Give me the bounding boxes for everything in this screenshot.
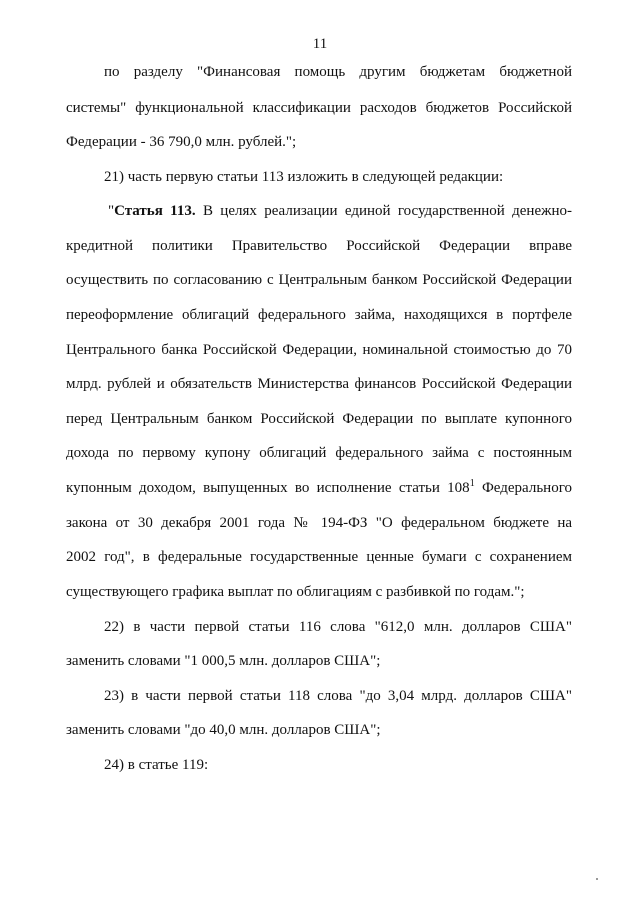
article-line: существующего графика выплат по облигациям с разбивкой по годам."; bbox=[66, 584, 525, 600]
article-line bbox=[66, 479, 572, 497]
open-quote: " bbox=[108, 203, 115, 219]
article-113-first-line bbox=[108, 202, 572, 220]
article-line: 2002 год", в федеральные государственные ценные бумаги с сохранением bbox=[66, 549, 572, 565]
article-line: закона от 30 декабря 2001 года № 194-ФЗ "О федеральном бюджете на bbox=[66, 515, 572, 531]
superscript: 1 bbox=[469, 478, 475, 489]
article-line: кредитной политики Правительство Российской Федерации вправе bbox=[66, 238, 572, 254]
paragraph-line: системы" функциональной классификации расходов бюджетов Российской bbox=[66, 100, 572, 116]
article-line: переоформление облигаций федерального займа, находящихся в портфеле bbox=[66, 307, 572, 323]
article-line: млрд. рублей и обязательств Министерства финансов Российской Федерации bbox=[66, 376, 572, 392]
list-item-23: 23) в части первой статьи 118 слова "до 3,04 млрд. долларов США" bbox=[104, 688, 572, 704]
paragraph-line: Федерации - 36 790,0 млн. рублей."; bbox=[66, 134, 297, 150]
article-text: купонным доходом, выпущенных во исполнение статьи 108 bbox=[66, 480, 470, 496]
list-item-21: 21) часть первую статьи 113 изложить в следующей редакции: bbox=[104, 169, 504, 185]
article-text: В целях реализации единой государственной денежно- bbox=[195, 203, 572, 219]
list-item-22: 22) в части первой статьи 116 слова "612,0 млн. долларов США" bbox=[104, 619, 572, 635]
article-line: дохода по первому купону облигаций федерального займа с постоянным bbox=[66, 445, 572, 461]
list-item-24: 24) в статье 119: bbox=[104, 757, 209, 773]
article-line: осуществить по согласованию с Центральным банком Российской Федерации bbox=[66, 272, 572, 288]
list-item-22-continuation: заменить словами "1 000,5 млн. долларов США"; bbox=[66, 653, 381, 669]
article-heading: Статья 113. bbox=[114, 203, 196, 219]
list-item-23-continuation: заменить словами "до 40,0 млн. долларов США"; bbox=[66, 722, 381, 738]
scan-speck bbox=[596, 878, 598, 880]
article-line: перед Центральным банком Российской Федерации по выплате купонного bbox=[66, 411, 572, 427]
article-text: Федерального bbox=[474, 480, 572, 496]
page-number: 11 bbox=[312, 36, 328, 52]
article-line: Центрального банка Российской Федерации, номинальной стоимостью до 70 bbox=[66, 342, 572, 358]
paragraph-line: по разделу "Финансовая помощь другим бюджетам бюджетной bbox=[104, 64, 572, 80]
